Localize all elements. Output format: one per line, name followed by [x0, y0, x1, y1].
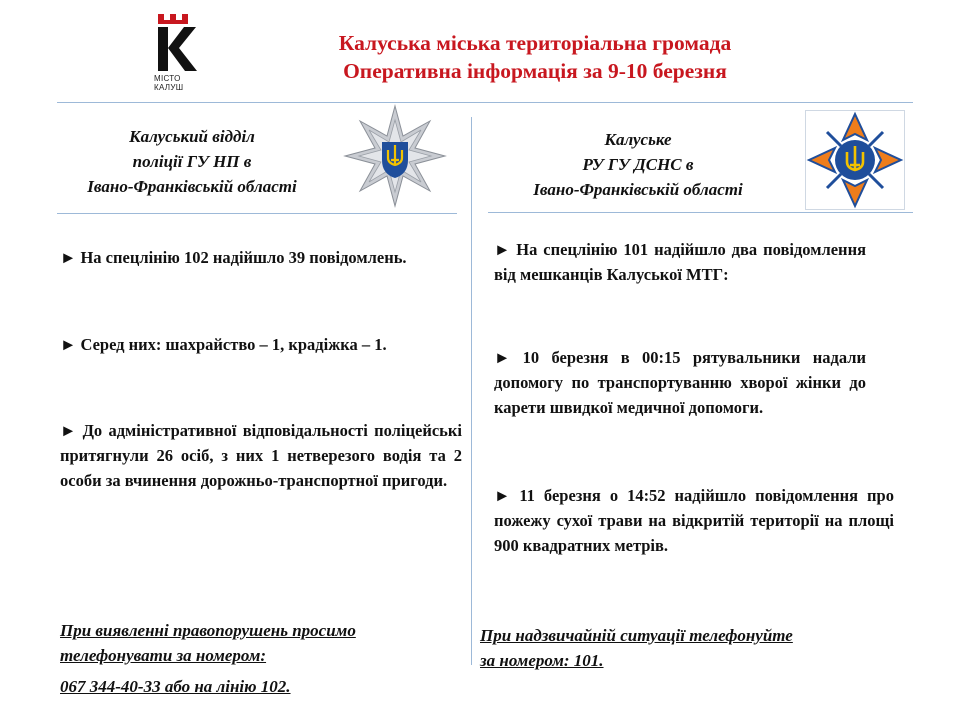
dsns-title-line: Калуське: [604, 130, 672, 149]
dsns-footer: [480, 623, 910, 673]
dsns-header-divider: [488, 212, 913, 213]
police-footer: [60, 618, 460, 668]
police-title-line: Івано-Франківській області: [87, 177, 297, 196]
header-title: Калуська міська територіальна громада: [338, 31, 732, 55]
top-divider: [57, 102, 913, 103]
dsns-footer-line: При надзвичайній ситуації телефонуйте: [480, 626, 793, 645]
police-phone-link[interactable]: 067 344-40-33 або на лінію 102.: [60, 677, 291, 696]
police-item: ► Серед них: шахрайство – 1, крадіжка – 1.: [60, 335, 387, 354]
police-department-title: [57, 124, 327, 199]
city-logo: [152, 12, 204, 98]
dsns-cross-emblem-icon: [805, 110, 905, 215]
dsns-title-line: Івано-Франківській області: [533, 180, 743, 199]
dsns-footer-line: за номером: 101.: [480, 651, 604, 670]
logo-caption-line2: КАЛУШ: [154, 83, 184, 92]
police-star-emblem-icon: [343, 104, 447, 213]
police-title-line: Калуський відділ: [129, 127, 255, 146]
dsns-title-line: РУ ГУ ДСНС в: [582, 155, 694, 174]
column-divider: [471, 117, 472, 665]
police-footer-line: телефонувати за номером:: [60, 646, 267, 665]
logo-caption-line1: МІСТО: [154, 74, 181, 83]
dsns-item: ► На спецлінію 101 надійшло два повідомлення від мешканців Калуської МТГ:: [494, 240, 866, 284]
dsns-item: ► 11 березня о 14:52 надійшло повідомлення про пожежу сухої трави на відкритій території на площі 900 квадратних метрів.: [494, 486, 894, 555]
police-title-line: поліції ГУ НП в: [132, 152, 252, 171]
city-logo-icon: [152, 12, 204, 74]
police-item: ► На спецлінію 102 надійшло 39 повідомлень.: [60, 248, 407, 267]
police-footer-line: При виявленні правопорушень просимо: [60, 621, 356, 640]
dsns-item: ► 10 березня в 00:15 рятувальники надали допомогу по транспортуванню хворої жінки до карети швидкої медичної допомоги.: [494, 348, 866, 417]
police-header-divider: [57, 213, 457, 214]
dsns-department-title: [488, 127, 788, 202]
header-subtitle: Оперативна інформація за 9-10 березня: [343, 59, 727, 83]
police-item: ► До адміністративної відповідальності поліцейські притягнули 26 осіб, з них 1 нетверезого водія та 2 особи за вчинення дорожньо-транспортної пригоди.: [60, 421, 462, 490]
